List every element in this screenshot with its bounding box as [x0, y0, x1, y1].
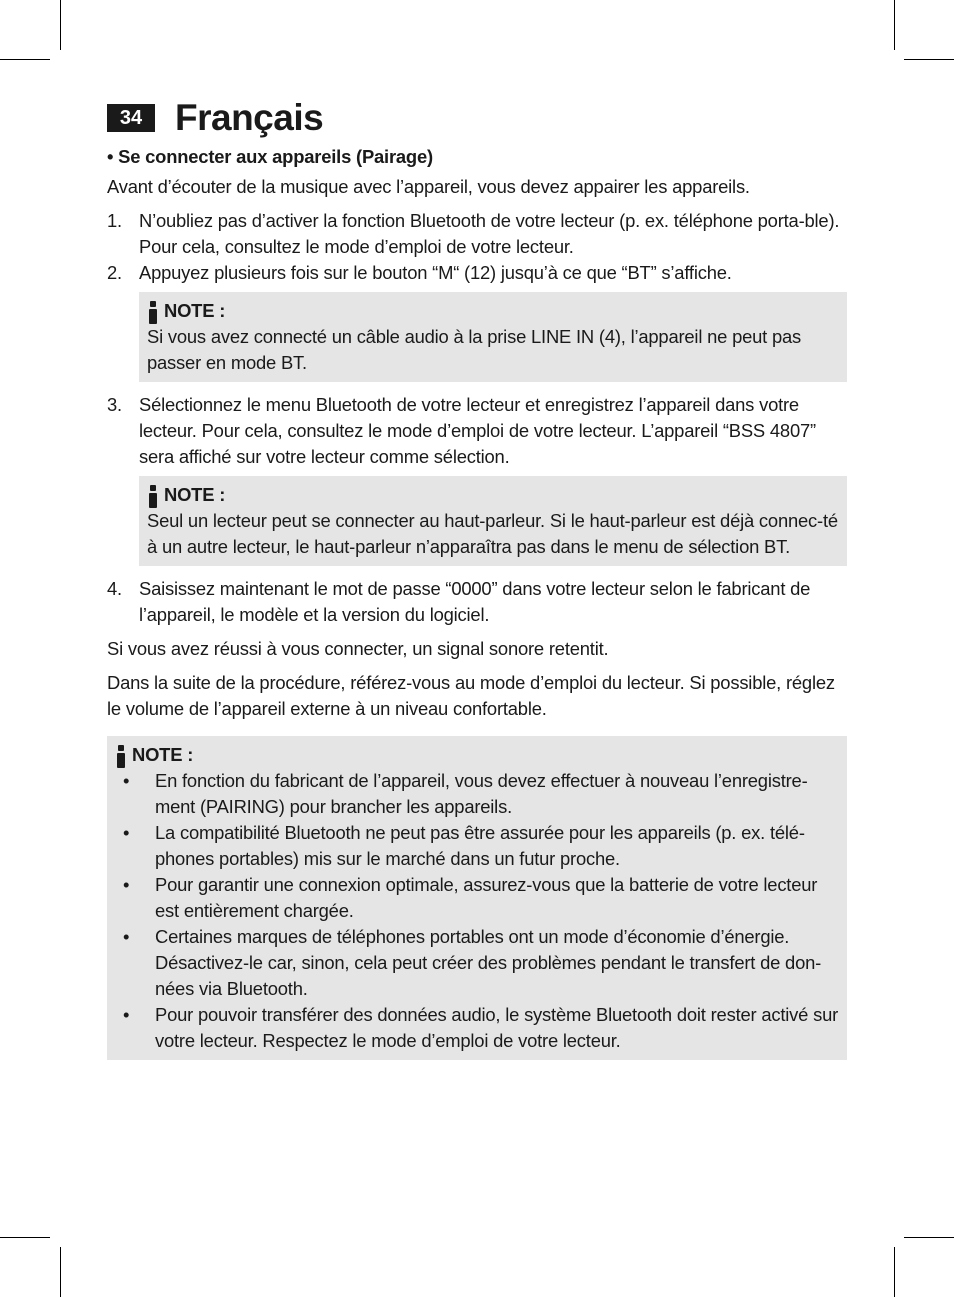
bullet-mark: • [123, 770, 130, 791]
step-number: 3. [107, 394, 122, 415]
crop-mark [60, 0, 61, 50]
bullet-item [115, 768, 839, 820]
step-number: 2. [107, 262, 122, 283]
page-number: 34 [107, 104, 155, 132]
crop-mark [894, 1247, 895, 1297]
note-text: Seul un lecteur peut se connecter au haut-parleur. Si le haut-parleur est déjà connec-té à un autre lecteur, le haut-parleur n’apparaîtra pas dans le menu de sélection BT. [147, 510, 838, 557]
crop-mark [904, 59, 954, 60]
note-label: NOTE : [132, 744, 194, 765]
bullet-item [115, 924, 839, 1002]
step-text: Sélectionnez le menu Bluetooth de votre lecteur et enregistrez l’appareil dans votre lecteur. Pour cela, consultez le mode d’emploi de votre lecteur. L’appareil “BSS 4807” sera affiché sur votre lecteur comme sélection. [139, 394, 816, 467]
step-item [107, 576, 847, 628]
step-text: Saisissez maintenant le mot de passe “0000” dans votre lecteur selon le fabricant de l’appareil, le modèle et la version du logiciel. [139, 578, 811, 625]
info-icon [115, 745, 127, 768]
final-note-box [107, 736, 847, 1060]
bullet-text: Certaines marques de téléphones portables ont un mode d’économie d’énergie. Désactivez-le car, sinon, cela peut créer des problèmes pendant le transfert de don-nées via Bluetooth. [155, 926, 822, 999]
note-text: Si vous avez connecté un câble audio à la prise LINE IN (4), l’appareil ne peut pas passer en mode BT. [147, 326, 802, 373]
note-heading [115, 742, 839, 768]
info-icon [147, 301, 159, 324]
bullet-text: En fonction du fabricant de l’appareil, vous devez effectuer à nouveau l’enregistre-ment (PAIRING) pour brancher les appareils. [155, 770, 808, 817]
bullet-text: La compatibilité Bluetooth ne peut pas être assurée pour les appareils (p. ex. télé-phones portables) mis sur le marché dans un futur proche. [155, 822, 805, 869]
crop-mark [904, 1237, 954, 1238]
note-heading [147, 482, 839, 508]
step-item [107, 208, 847, 260]
paragraph: Dans la suite de la procédure, référez-vous au mode d’emploi du lecteur. Si possible, réglez le volume de l’appareil externe à un niveau confortable. [107, 672, 835, 719]
note-box [139, 292, 847, 382]
note-heading [147, 298, 839, 324]
bullet-text: Pour pouvoir transférer des données audio, le système Bluetooth doit rester activé sur votre lecteur. Respectez le mode d’emploi de votre lecteur. [155, 1004, 839, 1051]
paragraph: Si vous avez réussi à vous connecter, un signal sonore retentit. [107, 638, 609, 659]
bullet-mark: • [123, 1004, 130, 1025]
note-label: NOTE : [164, 484, 226, 505]
info-icon [147, 485, 159, 508]
page-header [107, 96, 323, 140]
crop-mark [60, 1247, 61, 1297]
language-title: Français [175, 97, 324, 138]
note-box [139, 476, 847, 566]
step-item [107, 392, 847, 470]
step-text: N’oubliez pas d’activer la fonction Bluetooth de votre lecteur (p. ex. téléphone porta-ble). Pour cela, consultez le mode d’emploi de votre lecteur. [139, 210, 840, 257]
page-content [107, 144, 847, 1060]
bullet-mark: • [123, 926, 130, 947]
crop-mark [0, 1237, 50, 1238]
step-number: 1. [107, 210, 122, 231]
step-text: Appuyez plusieurs fois sur le bouton “M“ (12) jusqu’à ce que “BT” s’affiche. [139, 262, 732, 283]
bullet-item [115, 820, 839, 872]
section-heading: • Se connecter aux appareils (Pairage) [107, 146, 433, 167]
step-number: 4. [107, 578, 122, 599]
note-label: NOTE : [164, 300, 226, 321]
bullet-item [115, 872, 839, 924]
bullet-text: Pour garantir une connexion optimale, assurez-vous que la batterie de votre lecteur est entièrement chargée. [155, 874, 818, 921]
step-item [107, 260, 847, 286]
bullet-mark: • [123, 822, 130, 843]
bullet-item [115, 1002, 839, 1054]
intro-text: Avant d’écouter de la musique avec l’appareil, vous devez appairer les appareils. [107, 176, 750, 197]
crop-mark [894, 0, 895, 50]
crop-mark [0, 59, 50, 60]
bullet-mark: • [123, 874, 130, 895]
